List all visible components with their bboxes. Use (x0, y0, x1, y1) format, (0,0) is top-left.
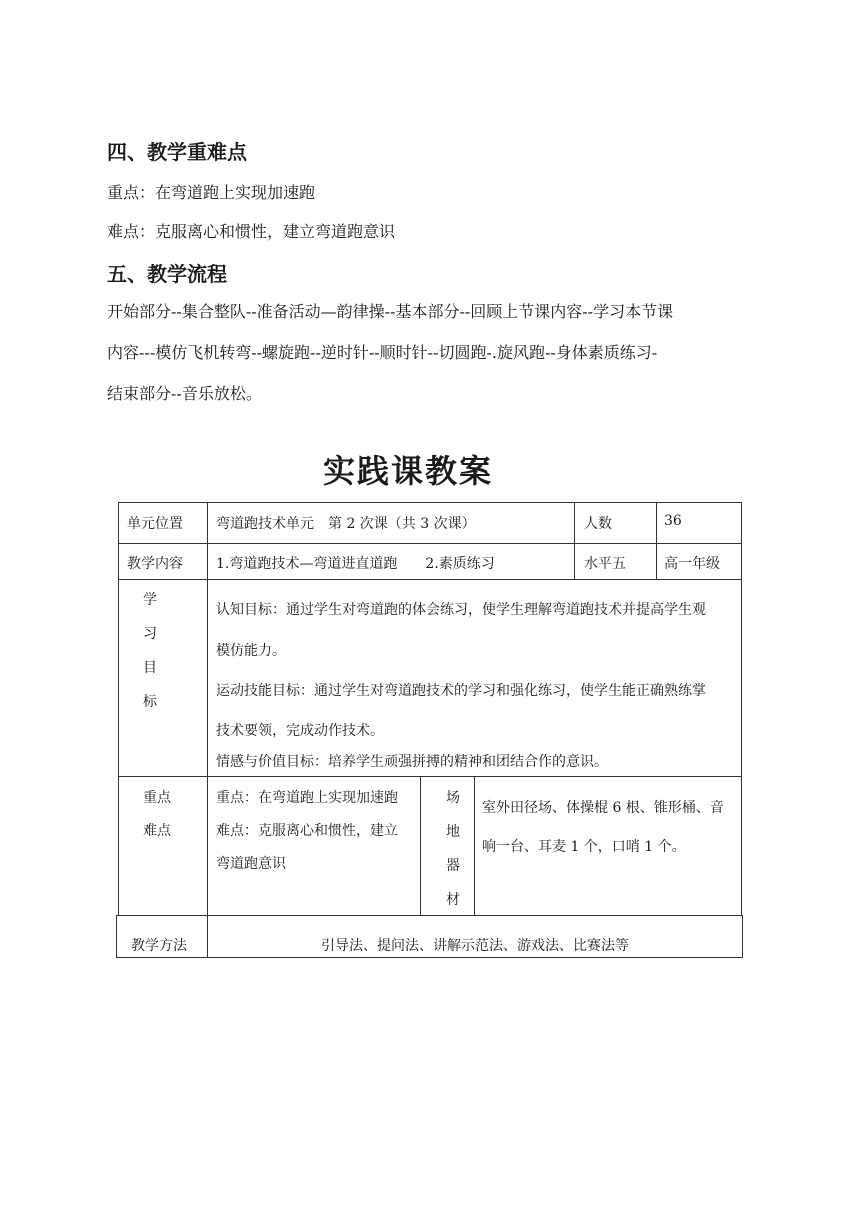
table-border (118, 502, 119, 915)
content-value: 1.弯道跑技术—弯道进直道跑 2.素质练习 (216, 556, 495, 572)
goals-label-char: 标 (143, 694, 157, 710)
flow-line: 结束部分--音乐放松。 (107, 384, 262, 403)
table-border (116, 915, 743, 916)
table-border (742, 915, 743, 957)
method-value: 引导法、提问法、讲解示范法、游戏法、比赛法等 (321, 938, 629, 954)
venue-label-char: 场 (446, 790, 460, 806)
section-heading-5: 五、教学流程 (107, 262, 227, 286)
level-label: 水平五 (584, 556, 626, 572)
goals-label-char: 学 (143, 592, 157, 608)
table-border (116, 957, 743, 958)
table-border (741, 502, 742, 915)
lesson-plan-title: 实践课教案 (322, 452, 493, 490)
keypoints-text: 重点：在弯道跑上实现加速跑 (216, 790, 398, 806)
goals-label-char: 目 (143, 660, 157, 676)
table-border (118, 543, 741, 544)
table-border (118, 579, 741, 580)
table-border (207, 502, 208, 957)
difficult-point-text: 难点：克服离心和惯性，建立弯道跑意识 (107, 222, 396, 241)
unit-label: 单元位置 (127, 516, 183, 532)
table-border (118, 776, 741, 777)
venue-label-char: 材 (446, 892, 460, 908)
table-border (656, 502, 657, 579)
table-border (118, 502, 741, 503)
goal-skill-cont: 技术要领，完成动作技术。 (216, 723, 384, 739)
count-label: 人数 (584, 516, 612, 532)
goal-skill: 运动技能目标：通过学生对弯道跑技术的学习和强化练习，使学生能正确熟练掌 (216, 683, 706, 699)
keypoints-text: 难点：克服离心和惯性，建立 (216, 823, 398, 839)
unit-value: 弯道跑技术单元 第 2 次课（共 3 次课） (216, 516, 476, 532)
keypoints-text: 弯道跑意识 (216, 856, 286, 872)
content-label: 教学内容 (127, 556, 183, 572)
venue-label-char: 器 (446, 858, 460, 874)
count-value: 36 (664, 513, 682, 529)
table-border (474, 776, 475, 915)
flow-line: 内容---模仿飞机转弯--螺旋跑--逆时针--顺时针--切圆跑-.旋风跑--身体素质练习- (107, 343, 658, 362)
key-point-text: 重点：在弯道跑上实现加速跑 (107, 183, 316, 202)
keypoints-label: 难点 (143, 823, 171, 839)
goal-cognitive: 认知目标：通过学生对弯道跑的体会练习，使学生理解弯道跑技术并提高学生观 (216, 602, 706, 618)
keypoints-label: 重点 (143, 790, 171, 806)
goal-cognitive-cont: 模仿能力。 (216, 643, 286, 659)
method-label: 教学方法 (131, 938, 187, 954)
goals-label-char: 习 (143, 626, 157, 642)
venue-text: 室外田径场、体操棍 6 根、锥形桶、音 (482, 800, 724, 816)
flow-line: 开始部分--集合整队--准备活动—韵律操--基本部分--回顾上节课内容--学习本节课 (107, 302, 674, 321)
venue-label-char: 地 (446, 824, 460, 840)
table-border (574, 502, 575, 579)
goal-emotion: 情感与价值目标：培养学生顽强拼搏的精神和团结合作的意识。 (216, 754, 608, 770)
table-border (116, 915, 117, 957)
table-border (420, 776, 421, 915)
grade-value: 高一年级 (664, 556, 720, 572)
venue-text: 响一台、耳麦 1 个，口哨 1 个。 (482, 839, 686, 855)
section-heading-4: 四、教学重难点 (107, 140, 247, 164)
teaching-flow (107, 291, 767, 414)
